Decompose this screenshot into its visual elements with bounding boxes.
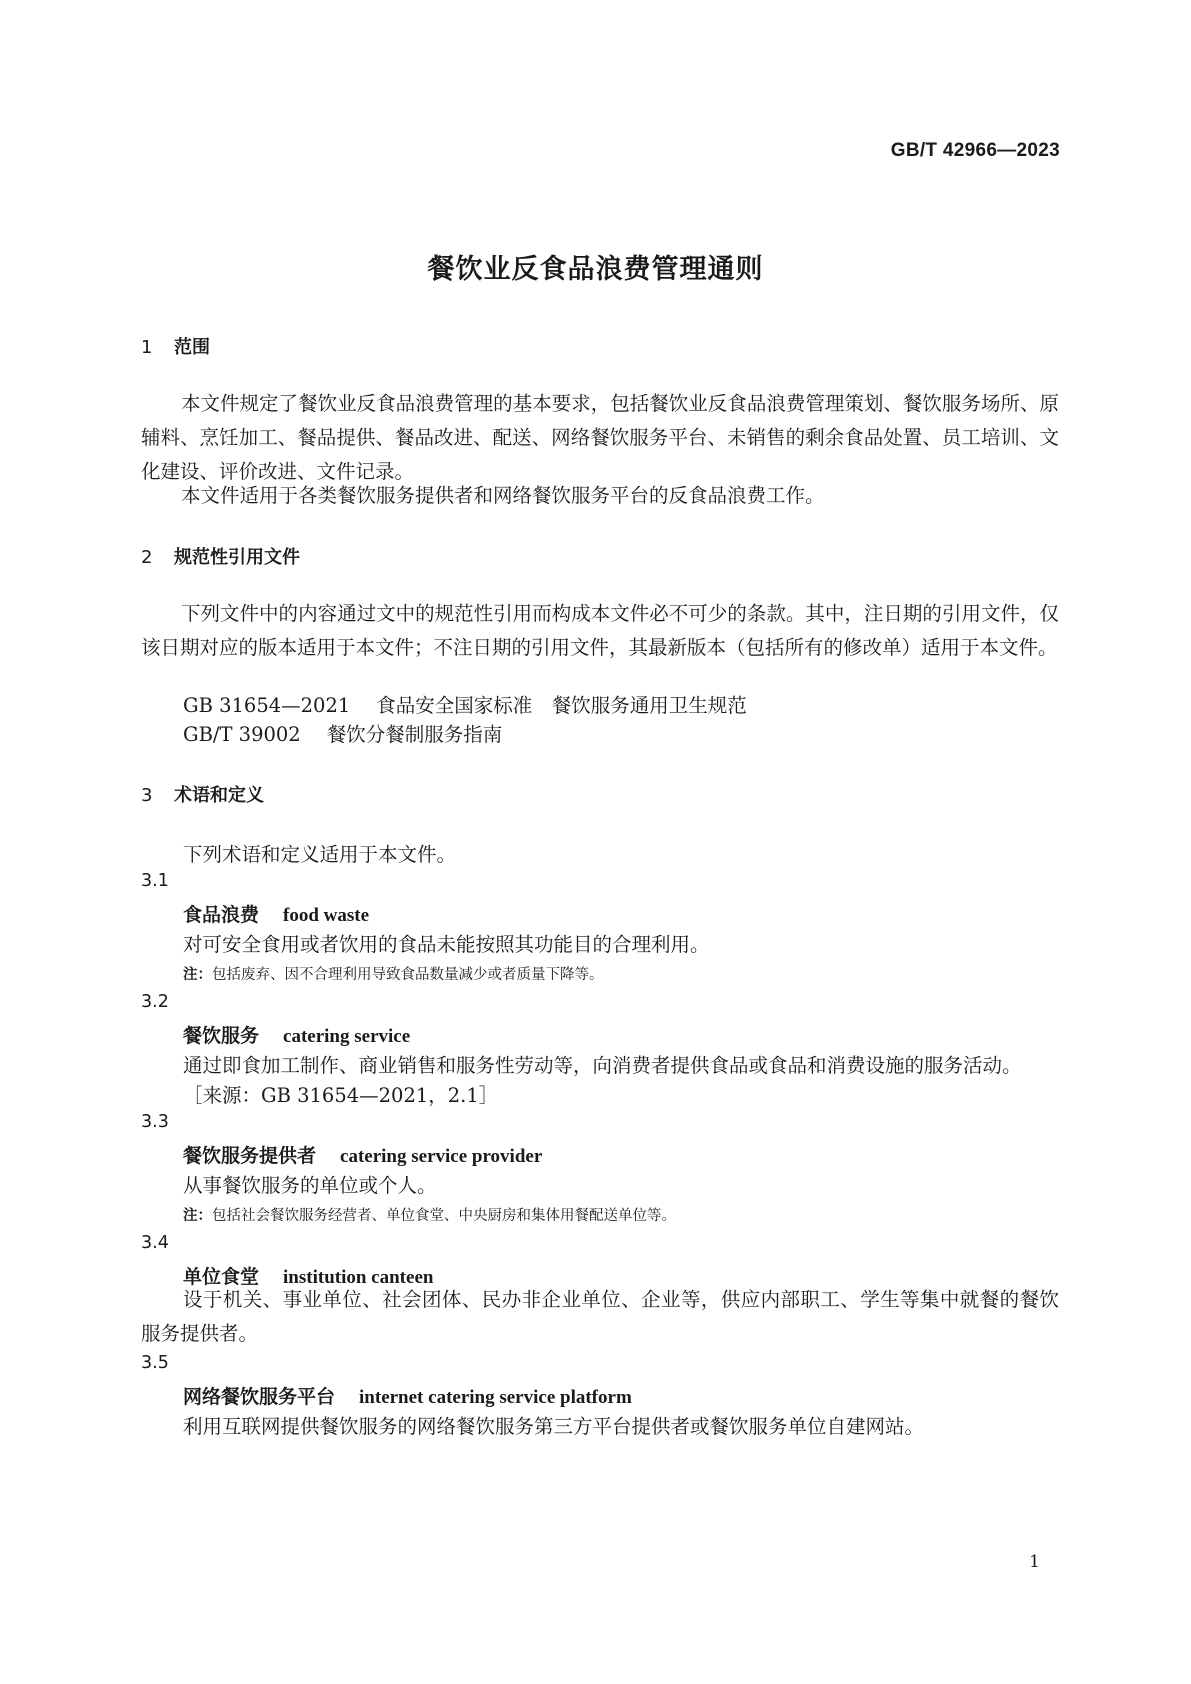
page-number: 1 bbox=[1029, 1552, 1040, 1572]
term-note bbox=[183, 1204, 676, 1225]
term-chinese: 网络餐饮服务平台 bbox=[183, 1386, 336, 1408]
clause-number: 3.1 bbox=[141, 871, 169, 891]
term-source: ［来源：GB 31654—2021，2.1］ bbox=[183, 1084, 499, 1107]
reference-code: GB 31654—2021 bbox=[183, 694, 351, 717]
reference-item bbox=[183, 719, 502, 747]
note-label: 注： bbox=[183, 966, 212, 983]
term-heading bbox=[183, 1021, 410, 1048]
section-3-heading bbox=[141, 781, 264, 807]
section-2-heading bbox=[141, 543, 300, 569]
clause-number: 3.3 bbox=[141, 1112, 169, 1132]
note-text: 包括社会餐饮服务经营者、单位食堂、中央厨房和集体用餐配送单位等。 bbox=[212, 1208, 676, 1224]
note-text: 包括废弃、因不合理利用导致食品数量减少或者质量下降等。 bbox=[212, 967, 604, 983]
term-english: internet catering service platform bbox=[359, 1387, 632, 1408]
reference-title: 餐饮分餐制服务指南 bbox=[326, 723, 503, 746]
term-definition: 利用互联网提供餐饮服务的网络餐饮服务第三方平台提供者或餐饮服务单位自建网站。 bbox=[183, 1415, 925, 1438]
term-english: catering service provider bbox=[340, 1146, 543, 1167]
term-heading bbox=[183, 1382, 632, 1409]
section-number: 1 bbox=[141, 337, 153, 358]
section-title: 术语和定义 bbox=[174, 785, 264, 806]
term-english: catering service bbox=[283, 1026, 411, 1047]
term-chinese: 单位食堂 bbox=[183, 1266, 260, 1288]
section-title: 范围 bbox=[174, 337, 210, 358]
term-heading bbox=[183, 1141, 542, 1168]
standard-code: GB/T 42966—2023 bbox=[890, 140, 1060, 161]
section-1-heading bbox=[141, 333, 210, 359]
term-chinese: 食品浪费 bbox=[183, 904, 260, 926]
clause-number: 3.4 bbox=[141, 1233, 169, 1253]
section-number: 3 bbox=[141, 785, 153, 806]
note-label: 注： bbox=[183, 1207, 212, 1224]
normative-refs-paragraph: 下列文件中的内容通过文中的规范性引用而构成本文件必不可少的条款。其中，注日期的引用文件，仅该日期对应的版本适用于本文件；不注日期的引用文件，其最新版本（包括所有的修改单）适用于本文件。 bbox=[141, 602, 1059, 659]
term-english: food waste bbox=[283, 905, 370, 926]
section-number: 2 bbox=[141, 547, 153, 568]
term-heading bbox=[183, 900, 369, 927]
term-definition: 设于机关、事业单位、社会团体、民办非企业单位、企业等，供应内部职工、学生等集中就餐的餐饮服务提供者。 bbox=[141, 1288, 1059, 1345]
clause-number: 3.2 bbox=[141, 992, 169, 1012]
section-title: 规范性引用文件 bbox=[174, 547, 300, 568]
term-chinese: 餐饮服务 bbox=[183, 1025, 260, 1047]
scope-paragraph-2: 本文件适用于各类餐饮服务提供者和网络餐饮服务平台的反食品浪费工作。 bbox=[181, 484, 825, 507]
terms-intro: 下列术语和定义适用于本文件。 bbox=[183, 843, 457, 866]
term-definition: 通过即食加工制作、商业销售和服务性劳动等，向消费者提供食品或食品和消费设施的服务活动。 bbox=[183, 1054, 1022, 1077]
clause-number: 3.5 bbox=[141, 1353, 169, 1373]
reference-title: 食品安全国家标准 餐饮服务通用卫生规范 bbox=[376, 694, 747, 717]
term-definition: 对可安全食用或者饮用的食品未能按照其功能目的合理利用。 bbox=[183, 933, 710, 956]
reference-item bbox=[183, 690, 747, 718]
term-english: institution canteen bbox=[283, 1267, 434, 1288]
scope-paragraph-1: 本文件规定了餐饮业反食品浪费管理的基本要求，包括餐饮业反食品浪费管理策划、餐饮服务场所、原辅料、烹饪加工、餐品提供、餐品改进、配送、网络餐饮服务平台、未销售的剩余食品处置、员工培训、文化建设、评价改进、文件记录。 bbox=[141, 392, 1059, 483]
term-definition: 从事餐饮服务的单位或个人。 bbox=[183, 1174, 437, 1197]
document-title: 餐饮业反食品浪费管理通则 bbox=[427, 254, 764, 285]
reference-code: GB/T 39002 bbox=[183, 723, 301, 746]
term-chinese: 餐饮服务提供者 bbox=[183, 1145, 317, 1167]
term-note bbox=[183, 963, 604, 984]
